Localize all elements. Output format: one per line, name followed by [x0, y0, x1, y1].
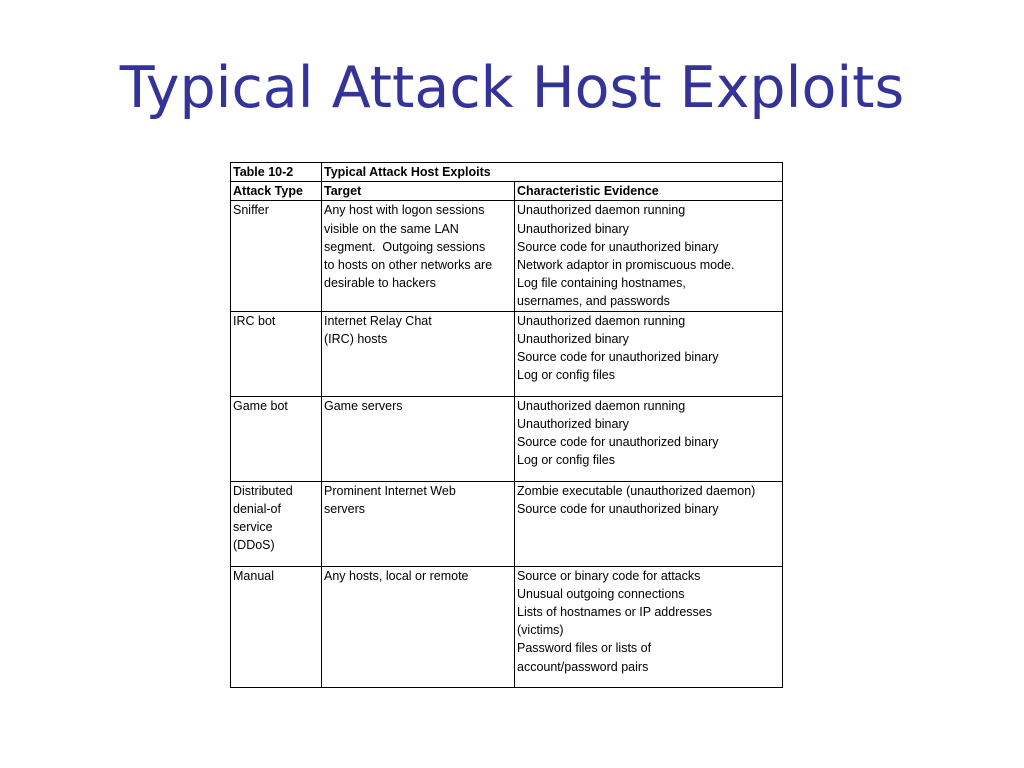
cell-line: Internet Relay Chat	[324, 313, 432, 328]
attack-type-cell	[231, 481, 322, 566]
cell-line: Any host with logon sessions	[324, 203, 485, 218]
cell-line: Unauthorized binary	[517, 331, 629, 346]
cell-line: to hosts on other networks are	[324, 258, 493, 273]
cell-line: Unauthorized daemon running	[517, 313, 686, 328]
cell-line: segment. Outgoing sessions	[324, 239, 486, 254]
cell-line: servers	[324, 501, 365, 516]
attack-type-cell	[231, 566, 322, 687]
cell-line: usernames, and passwords	[517, 294, 670, 309]
evidence-cell	[515, 481, 783, 566]
cell-line: Unauthorized binary	[517, 221, 629, 236]
cell-line: Unauthorized daemon running	[517, 398, 686, 413]
cell-line: Manual	[233, 568, 274, 583]
cell-line: Game bot	[233, 398, 288, 413]
table-row	[231, 396, 783, 481]
cell-line: Prominent Internet Web	[324, 483, 456, 498]
target-cell	[322, 396, 515, 481]
attack-type-cell	[231, 311, 322, 396]
attack-type-cell	[231, 396, 322, 481]
cell-line: Any hosts, local or remote	[324, 568, 469, 583]
column-header-target: Target	[322, 182, 515, 201]
cell-line: Source code for unauthorized binary	[517, 350, 719, 365]
evidence-cell	[515, 201, 783, 311]
cell-line: Source code for unauthorized binary	[517, 435, 719, 450]
cell-line: Distributed	[233, 483, 293, 498]
cell-line: denial-of	[233, 501, 281, 516]
cell-line: Source code for unauthorized binary	[517, 501, 719, 516]
cell-line: (IRC) hosts	[324, 331, 388, 346]
cell-line: desirable to hackers	[324, 276, 436, 291]
target-cell	[322, 201, 515, 311]
cell-line: Sniffer	[233, 203, 269, 218]
table-number: Table 10-2	[231, 163, 322, 182]
cell-line: Source or binary code for attacks	[517, 568, 701, 583]
cell-line: Source code for unauthorized binary	[517, 239, 719, 254]
cell-line: Network adaptor in promiscuous mode.	[517, 258, 735, 273]
table-row	[231, 201, 783, 311]
cell-line: Unauthorized binary	[517, 416, 629, 431]
evidence-cell	[515, 396, 783, 481]
target-cell	[322, 481, 515, 566]
cell-line: Unusual outgoing connections	[517, 586, 685, 601]
cell-line: service	[233, 520, 273, 535]
cell-line: (victims)	[517, 623, 564, 638]
cell-line: Unauthorized daemon running	[517, 203, 686, 218]
target-cell	[322, 566, 515, 687]
cell-line: Log file containing hostnames,	[517, 276, 686, 291]
cell-line: (DDoS)	[233, 538, 275, 553]
exploits-table	[230, 162, 783, 688]
target-cell	[322, 311, 515, 396]
table-header-row	[231, 182, 783, 201]
cell-line: Log or config files	[517, 368, 615, 383]
cell-line: visible on the same LAN	[324, 221, 459, 236]
evidence-cell	[515, 566, 783, 687]
cell-line: Password files or lists of	[517, 641, 652, 656]
table-caption-row	[231, 163, 783, 182]
cell-line: Lists of hostnames or IP addresses	[517, 605, 713, 620]
table-row	[231, 566, 783, 687]
cell-line: IRC bot	[233, 313, 276, 328]
table-row	[231, 481, 783, 566]
slide-title: Typical Attack Host Exploits	[119, 55, 905, 121]
attack-type-cell	[231, 201, 322, 311]
cell-line: account/password pairs	[517, 659, 649, 674]
cell-line: Game servers	[324, 398, 403, 413]
column-header-attack-type: Attack Type	[231, 182, 322, 201]
column-header-evidence: Characteristic Evidence	[515, 182, 783, 201]
evidence-cell	[515, 311, 783, 396]
cell-line: Log or config files	[517, 453, 615, 468]
cell-line: Zombie executable (unauthorized daemon)	[517, 483, 756, 498]
table-caption: Typical Attack Host Exploits	[322, 163, 783, 182]
table-row	[231, 311, 783, 396]
